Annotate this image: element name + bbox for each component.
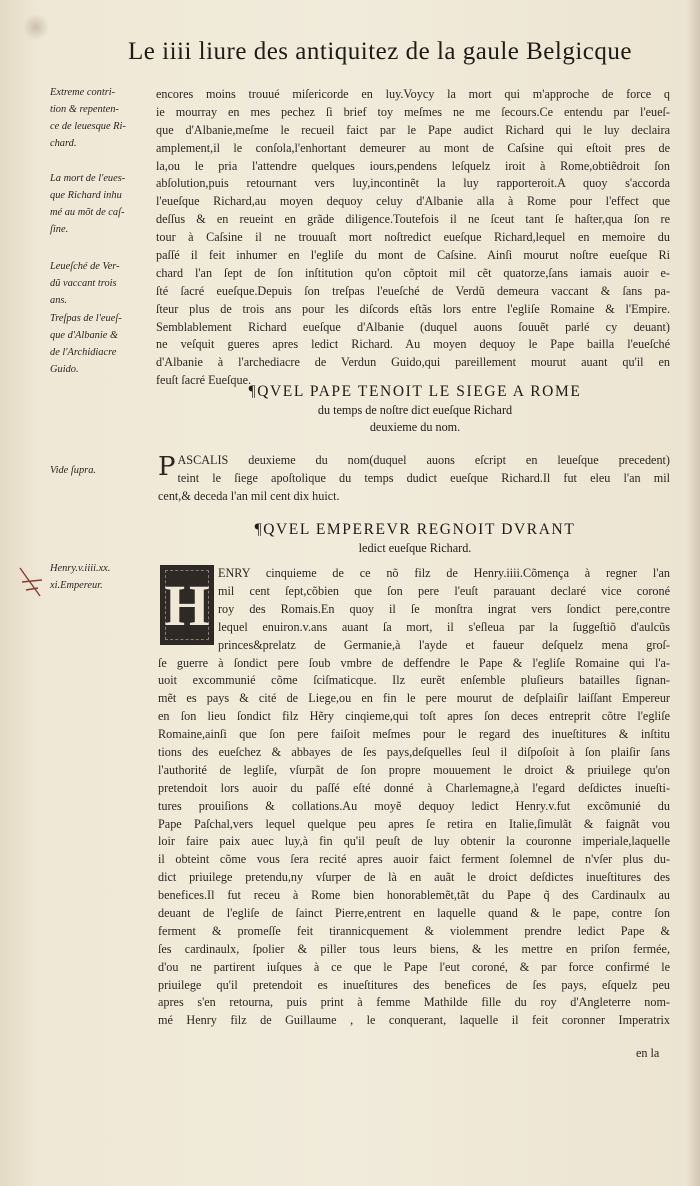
catchword: en la (636, 1046, 660, 1060)
margin-note-vide-supra: Vide ſupra. (50, 465, 96, 476)
margin-note-death-richard: La mort de l'eues- que Richard inhu mé au mõt de caſ- ſine. (50, 173, 126, 235)
margin-note-verdun-vacant: Leueſché de Ver- dũ vaccant trois ans. (50, 261, 120, 306)
margin-note-contrition: Extreme contri- tion & repenten- ce de leuesque Ri- chard. (50, 87, 126, 149)
ink-smudge (22, 14, 50, 40)
heading-emperor: ¶QVEL EMPEREVR REGNOIT DVRANT ledict eueſque Richard. (254, 521, 576, 555)
margin-note-henry: Henry.v.iiii.xx. xi.Empereur. (50, 563, 111, 591)
margin-note-death-albanie: Treſpas de l'eueſ- que d'Albanie & de l'Archidiacre Guido. (50, 313, 122, 375)
running-head: Le iiii liure des antiquitez de la gaule Belgicque (128, 38, 632, 65)
page-gutter (686, 0, 700, 1186)
paragraph-pascalis: P ASCALIS deuxieme du nom(duquel auons eſcript en leueſque precedent) teint le ſiege apoſtolique du temps dudict eueſque Richard.Il fut eleu l'an mil cent,& deceda l'an mil cent dix huict. (158, 452, 670, 503)
drop-cap-p: P (158, 452, 176, 482)
handwritten-mark-icon (16, 562, 44, 602)
heading-pope: ¶QVEL PAPE TENOIT LE SIEGE A ROME du temps de noſtre dict eueſque Richard deuxieme du nom. (248, 383, 582, 434)
paragraph-henry-intro: ENRY cinquieme de ce nõ filz de Henry.iiii.Cõmença à regner l'an mil cent ſept,cõbien que ſon pere l'euſt parauant declaré vice coroné roy des Romais.En quoy il ſe monſtra ingrat vers ſondict pere,contre lequel enuiron.v.ans auant ſa mort, il s'eſleua par la ſuggeſtiõ d'aulcũs princes&prelatz de Germanie,à l'ayde et faueur deſquelz mena groſ- (218, 566, 670, 652)
paragraph-richard-death: encores moins trouué miſericorde en luy.Voycy la mort qui m'approche de force q ie mourray en mes pechez ſi brief toy meſmes ne me ſecours.Ce entendu par l'eueſ- que d'Albanie,meſme le recueil faict par le Pape audict Richard qui le luy declaira amplement,il le conſola,l'enhortant demeurer au mont de Caſsine qui eſtoit pres de la,ou le pria l'attendre quelques iours,pendens leſquelz iroit à Rome,obtiẽdroit ſon abſolution,puis retournant vers luy,incontinẽt la luy rapporteroit.A quoy s'accorda l'eueſque Richard,au moyen dequoy celuy d'Albanie alla à Rome pour l'effect que deſſus & en reueint en grãde diligence.Toutefois il ne ſceut tant ſe haſter,qua ſon re tour à Caſsine il ne trouuaſt mort noſtredict eueſque Richard,lequel en memoire du paſſé il feit inhumer en l'egliſe du mont de Caſsine. Ainſi mourut noſtre eueſque Ri chard l'an ſept de ſon inſtitution qu'on cõptoit mil cẽt quatorze,ſans iamais auoir e- ſté ſacré eueſque.Depuis ſon treſpas l'eueſché de Verdũ demeura vaccant & ſans pa- ſteur plus de trois ans pour les diſcords eſtãs lors entre l'egliſe Romaine & l'Empire. Semblablement Richard eueſque d'Albanie (duquel auons ſouuẽt parlé cy deuant) ne veſquit gueres apres ledict Richard. Au moyen dequoy le Pape bailla l'eueſché d'Albanie à l'archediacre de Verdun Guido,qui pareillement mourut auant qu'il en feuſt ſacré Eueſque. (156, 87, 670, 388)
paragraph-henry: ſe guerre à ſondict pere ſoub vmbre de deffendre le Pape & l'egliſe Romaine qui l'a- uoit excommunié cõme ſciſmaticque. Ilz eurẽt enſemble pluſieurs batailles ſignan- mẽt es pays & cité de Liege,ou en fin le pere mourut de deſplaiſir laiſſant Empereur en ſon lieu ſondict filz Hẽry cinqieme,qui toſt apres ſon deces entreprit cõtre l'egliſe Romaine,ainſi que ſon pere faiſoit meſmes pour le regard des inueſtitures & inſtitu tions des eueſchez & abbayes de ſes pays,deſquelles ſeul il diſpoſoit à ſon plaiſir ſans l'authorité de legliſe, vſurpãt de ſon propre mouuement le droict & priuilege qu'on pretendoit lors auoir du paſſé eſté donné à Charlemagne,à l'egard deſdictes inueſti- tures prouiſions & collations.Au moyẽ dequoy ledict Henry.v.fut excõmunié du Pape Paſchal,vers lequel quelque peu apres ſe retira en Italie,ſimulãt & faignãt vou loir faire paix auec luy,à fin qu'il peuſt de luy obtenir la couronne imperiale,laquelle il obteint cõme vous ſera recité apres auoir faict ferment ſolemnel de n'vſer plus du- dict priuilege pretendu,ny vſurper de là en auãt le droict deſdictes inueſtitures des benefices.Il fut receu à Rome bien honorablemẽt,tãt du Pape q̃ des Cardinaulx au deuant de l'egliſe de ſainct Pierre,entrent en laquelle quand & le pape, contre ſon ferment & promeſſe feit tirannicquement & violemment prendre ledict Pape & ſes cardinaulx, ſpolier & piller tous leurs biens, & les mettre en priſon fermée, d'ou ne partirent iuſques à ce que le Pape l'eut coroné, & par force confirmé le priuilege qu'il pretendoit es inueſtitures des benefices de ſes pays, eſquelz peu apres s'en retourna, puis print à femme Mathilde fille du roy d'Angleterre nom- mé Henry filz de Guillaume , le conquerant, laquelle il feit coronner Imperatrix (158, 655, 670, 1028)
drop-cap-h: H (160, 565, 214, 645)
